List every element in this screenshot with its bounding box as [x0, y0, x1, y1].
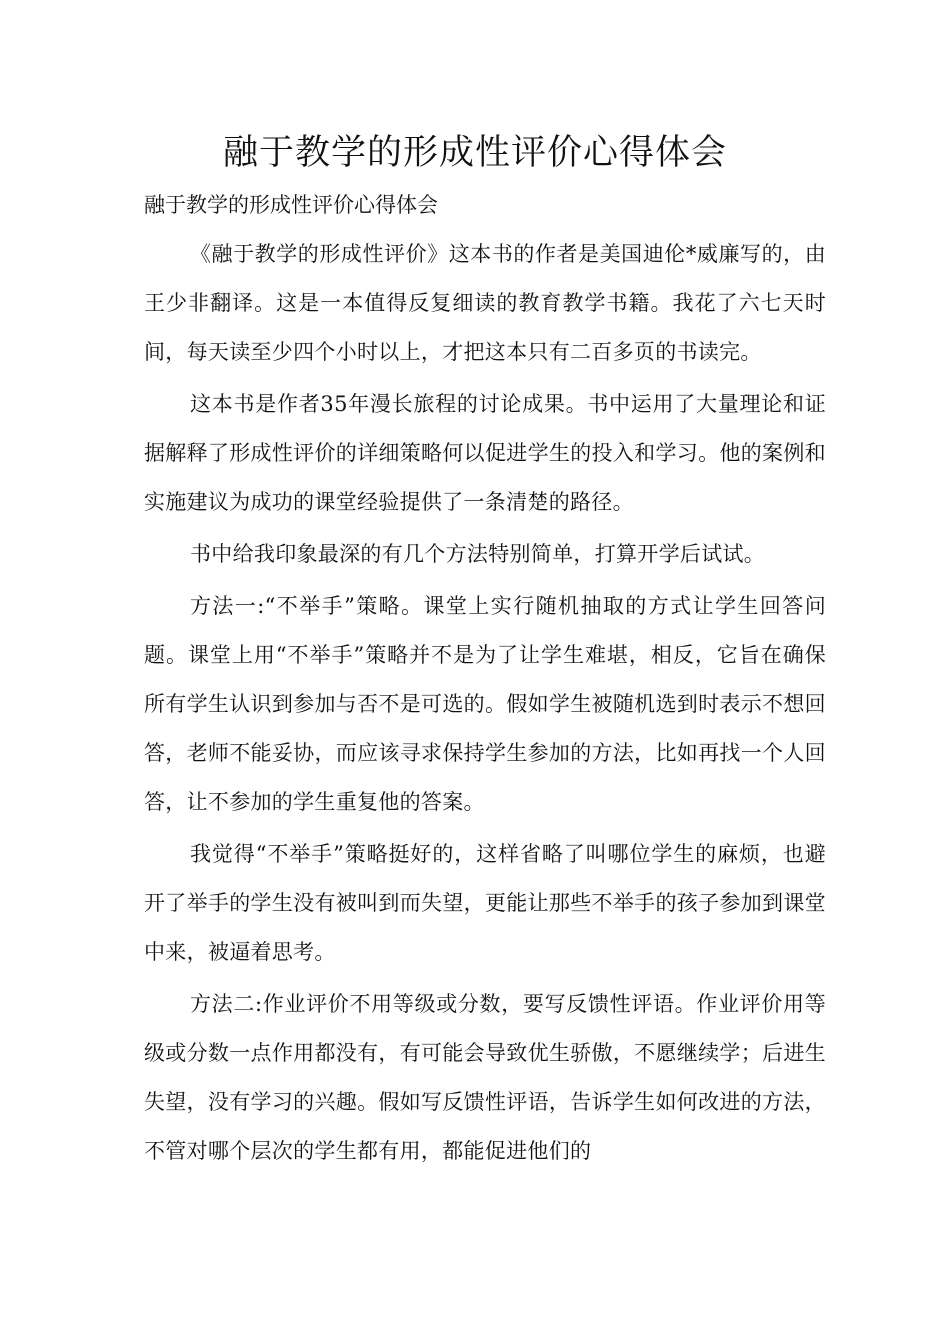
document-title: 融于教学的形成性评价心得体会	[222, 133, 727, 173]
paragraph-3: 书中给我印象最深的有几个方法特别简单，打算开学后试试。	[190, 542, 766, 566]
paragraph-5: 我觉得“不举手”策略挺好的，这样省略了叫哪位学生的麻烦，也避开了举手的学生没有被叫到而失望，更能让那些不举手的孩子参加到课堂中来，被逼着思考。	[144, 842, 826, 964]
paragraph-2: 这本书是作者35年漫长旅程的讨论成果。书中运用了大量理论和证据解释了形成性评价的详细策略何以促进学生的投入和学习。他的案例和实施建议为成功的课堂经验提供了一条清楚的路径。	[144, 392, 826, 514]
paragraph-1: 《融于教学的形成性评价》这本书的作者是美国迪伦*威廉写的，由王少非翻译。这是一本值得反复细读的教育教学书籍。我花了六七天时间，每天读至少四个小时以上，才把这本只有二百多页的书读完。	[144, 242, 826, 364]
paragraph-6: 方法二:作业评价不用等级或分数，要写反馈性评语。作业评价用等级或分数一点作用都没有，有可能会导致优生骄傲，不愿继续学；后进生失望，没有学习的兴趣。假如写反馈性评语，告诉学生如何改进的方法，不管对哪个层次的学生都有用，都能促进他们的	[144, 992, 826, 1163]
document-subtitle: 融于教学的形成性评价心得体会	[144, 193, 438, 217]
document-body	[144, 181, 826, 1179]
paragraph-4: 方法一:“不举手”策略。课堂上实行随机抽取的方式让学生回答问题。课堂上用“不举手”策略并不是为了让学生难堪，相反，它旨在确保所有学生认识到参加与否不是可选的。假如学生被随机选到时表示不想回答，老师不能妥协，而应该寻求保持学生参加的方法，比如再找一个人回答，让不参加的学生重复他的答案。	[144, 594, 826, 814]
